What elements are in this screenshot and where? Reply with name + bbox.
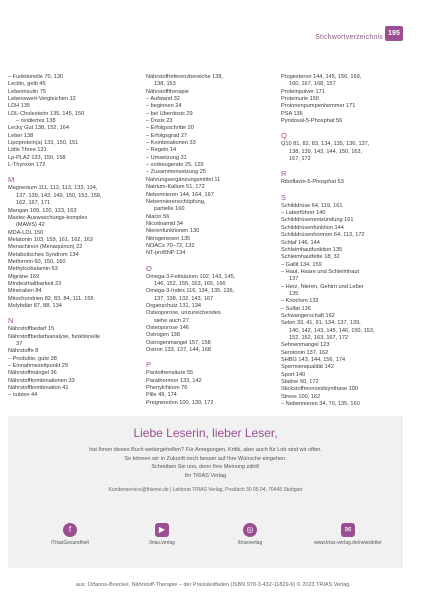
index-entry: Stress 100, 162 xyxy=(281,393,321,400)
index-entry: 160, 167, 168, 157 xyxy=(289,81,336,88)
pinterest-icon: ◎ xyxy=(243,523,257,537)
index-column-3 xyxy=(281,74,413,408)
index-entry: Mangan 109, 120, 123, 163 xyxy=(8,207,77,214)
social-youtube[interactable] xyxy=(116,523,208,546)
running-header-title: Stichwortverzeichnis xyxy=(315,34,383,41)
index-entry: Migräne 169 xyxy=(8,273,40,280)
feedback-line: hat Ihnen dieses Buch weitergeholfen? Für Anregungen, Kritik, aber auch für Lob sind wir offen. xyxy=(89,447,322,453)
index-entry: – Erfolgsschritte 20 xyxy=(146,125,194,132)
index-entry: Schleimhautfunktion 135 xyxy=(281,246,343,253)
index-entry: Niacin 56 xyxy=(146,213,170,220)
index-entry: NT-proBNP 134 xyxy=(146,250,186,257)
index-letter-heading: P xyxy=(146,360,152,370)
index-entry: – oxidiertes 138 xyxy=(16,118,56,125)
index-entry: – Knochen 132 xyxy=(281,298,319,305)
index-entry: Organschutz 131, 134 xyxy=(146,302,202,309)
index-entry: – Herz, Nieren, Gehirn und Leber xyxy=(281,283,364,290)
index-entry: Leber 138 xyxy=(8,132,34,139)
social-pinterest[interactable] xyxy=(204,523,296,546)
index-letter-heading: Q xyxy=(281,131,287,141)
index-entry: Lebenswert-Vergleichen 12 xyxy=(8,96,76,103)
index-entry: Nierenfunktionen 130 xyxy=(146,228,200,235)
index-entry: 152, 162, 163, 167, 172 xyxy=(289,334,349,341)
index-entry: – Gallit 134, 159 xyxy=(281,261,322,268)
index-entry: – Umsetzung 31 xyxy=(146,154,187,161)
feedback-line: So können wir in Zukunft noch besser auf Ihre Wünsche eingehen. xyxy=(124,455,287,462)
index-entry: Progesteron 144, 145, 156, 169, xyxy=(281,74,362,80)
index-entry: Master-Auswaschungs-komplex xyxy=(8,214,88,221)
index-entry: – beginnen 24 xyxy=(146,103,182,110)
index-entry: Schilddrüsenfunktion 144 xyxy=(281,224,344,231)
reader-feedback-box xyxy=(8,416,403,568)
index-entry: Schwangerschaft 162 xyxy=(281,312,335,319)
facebook-icon: f xyxy=(63,523,77,537)
social-newsletter[interactable] xyxy=(298,523,398,546)
index-column-2 xyxy=(146,74,271,407)
index-entry: – Dosis 23 xyxy=(146,118,173,125)
index-entry: Omega-3-Fettsäuren 102, 143, 145, xyxy=(146,273,236,280)
index-entry: Schleimhautfette 18, 32 xyxy=(281,254,340,261)
index-entry: Molybdän 87, 88, 134 xyxy=(8,302,62,309)
index-entry: Melatonin 103, 159, 161, 162, 163 xyxy=(8,236,93,243)
feedback-signature: Ihr TRIAS Verlag xyxy=(184,472,227,479)
index-entry: – vorbeugende 25, 129 xyxy=(146,162,204,169)
index-entry: LDL-Cholesterin 135, 145, 150 xyxy=(8,110,85,117)
index-entry: – Regeln 14 xyxy=(146,147,177,154)
index-entry: Methylcobalamin 63 xyxy=(8,266,58,273)
index-entry: Nährstofftherapie xyxy=(146,88,189,95)
index-entry: Selen 33, 41, 91, 134, 137, 139, xyxy=(281,320,361,327)
index-entry: Spermienqualität 142 xyxy=(281,364,334,371)
index-entry: 137, 139, 143, 149, 150, 153, 158, xyxy=(16,192,102,199)
index-entry: Lecky Gut 138, 152, 164 xyxy=(8,125,69,132)
index-entry: – nutzen 44 xyxy=(8,392,38,399)
index-entry: Nahrungsergänzungsmittel 11 xyxy=(146,176,221,183)
index-entry: Nährstoffbedarf 15 xyxy=(8,326,55,333)
index-letter-heading: R xyxy=(281,169,287,179)
index-entry: Nährstoffbedarfsanalyse, funktionelle xyxy=(8,333,100,340)
index-entry: Sport 140 xyxy=(281,371,306,378)
index-entry: Mineralien 84 xyxy=(8,288,42,295)
index-entry: Statine 60, 172 xyxy=(281,379,319,386)
index-entry: Nährstoffkombinationen 33 xyxy=(8,377,75,384)
index-entry: Nährstoffkombination 41 xyxy=(8,385,69,392)
index-entry: Little Three 131 xyxy=(8,147,47,154)
index-entry: 140, 142, 143, 145, 146, 150, 153, xyxy=(289,327,375,334)
index-entry: Protonenpumpenhemmer 171 xyxy=(281,103,356,110)
index-entry: Lecitin, gelb 45 xyxy=(8,81,46,88)
index-entry: 138, 153 xyxy=(154,81,176,88)
index-entry: Menachinon (Menaquinon) 22 xyxy=(8,244,83,251)
index-entry: Proteinurie 150 xyxy=(281,96,319,103)
index-entry: 138, 139, 143, 144, 150, 163, xyxy=(289,148,363,155)
index-letter-heading: S xyxy=(281,192,287,202)
feedback-title: Liebe Leserin, lieber Leser, xyxy=(133,426,278,440)
index-entry: 162, 167, 171 xyxy=(16,200,51,207)
index-entry: Schilddrüsenentzündung 161 xyxy=(281,217,354,224)
index-entry: LDH 135 xyxy=(8,103,31,110)
index-entry: Nebennierenschöpfung, xyxy=(146,198,206,205)
index-letter-heading: N xyxy=(8,316,14,326)
index-entry: Mitochondrien 82, 83, 84, 111, 155 xyxy=(8,295,94,302)
index-entry: 146, 152, 155, 163, 165, 166 xyxy=(154,280,226,287)
index-entry: Stickstoffmonoxidsynthase 100 xyxy=(281,386,359,393)
index-entry: Lp-PLA2 133, 150, 158 xyxy=(8,154,66,161)
social-label: /trias.verlag xyxy=(149,540,175,546)
index-entry: Pyridoxal-5-Phosphat 56 xyxy=(281,118,343,125)
source-footer: aus: Orfanos-Boeckel, Nährstoff-Therapie – der Praxisleitfaden (ISBN 978-3-432-11829-6) © 2023 TRIAS Verlag xyxy=(75,582,350,588)
index-entry: (MAWS) 42 xyxy=(16,222,45,229)
feedback-line: Schreiben Sie uns, denn Ihre Meinung zählt! xyxy=(151,464,260,470)
index-entry: – Erfolgsgrad 27 xyxy=(146,132,188,139)
index-entry: Natrium-Kalium 51, 172 xyxy=(146,184,205,191)
index-entry: Östrogenmangel 157, 158 xyxy=(146,339,211,346)
social-label: www.trias-verlag.de/newsletter xyxy=(314,540,382,546)
index-entry: partielle 160 xyxy=(154,206,185,213)
index-entry: Q10 81, 82, 83, 134, 135, 136, 137, xyxy=(281,141,370,148)
index-entry: – Einnahmezeitpunkt 29 xyxy=(8,363,69,370)
index-entry: – Haut, Haare und Schleimhaut xyxy=(281,268,360,275)
index-entry: – Funktionelle 70, 130 xyxy=(8,74,64,80)
index-entry: NOACs 70–72, 132 xyxy=(146,242,195,249)
index-entry: – Sulfat 136 xyxy=(281,305,311,312)
index-entry: 135 xyxy=(289,290,299,297)
index-entry: 167, 172 xyxy=(289,156,311,163)
index-entry: Nitrogenesen 135 xyxy=(146,235,191,242)
index-entry: – Nebennieren 34, 70, 135, 160 xyxy=(281,401,360,408)
index-entry: 37 xyxy=(16,341,23,347)
index-entry: Östron 133, 137, 144, 168 xyxy=(146,347,211,354)
index-entry: – Aufwand 32 xyxy=(146,96,180,103)
contact-address: Kundenservice@thieme.de | Lektorat TRIAS Verlag, Postfach 30 05 04, 70445 Stuttgart xyxy=(108,487,303,493)
index-entry: – Laborführer 140 xyxy=(281,210,326,217)
index-entry: Schlaf 146, 144 xyxy=(281,239,320,246)
index-entry: PSA 136 xyxy=(281,110,303,117)
index-entry: SHBG 143, 144, 156, 174 xyxy=(281,357,346,363)
index-entry: Riboflavin-5-Phosphat 53 xyxy=(281,179,344,186)
index-entry: Leberinsulin 75 xyxy=(8,88,46,95)
index-entry: Schilddrüsenhormon 64, 113, 172 xyxy=(281,232,365,239)
index-entry: Metabolisches Syndrom 134 xyxy=(8,251,79,258)
index-entry: Phenylchinon 76 xyxy=(146,385,188,392)
index-entry: Serotonin 137, 162 xyxy=(281,349,329,356)
index-entry: Nährstoffreferenzbereiche 138, xyxy=(146,74,224,80)
mail-icon: ✉ xyxy=(341,523,355,537)
page-number-badge: 195 xyxy=(385,26,403,41)
social-label: /triasverlag xyxy=(237,540,263,546)
index-entry: Magnesium 111, 112, 113, 133, 134, xyxy=(8,185,98,192)
index-entry: siehe auch 27 xyxy=(154,317,189,324)
index-entry: Schilddrüse 64, 119, 161 xyxy=(281,202,343,209)
index-letter-heading: O xyxy=(146,263,152,273)
index-entry: Lipoprotein(a) 133, 150, 151 xyxy=(8,140,79,147)
index-entry: Proteinpulver 171 xyxy=(281,88,325,95)
index-entry: Nährstoffe 8 xyxy=(8,348,39,355)
index-entry: – Kombinationen 33 xyxy=(146,140,196,147)
index-column-1 xyxy=(8,74,136,400)
youtube-icon: ▶ xyxy=(155,523,169,537)
index-entry: Sehnenmangel 123 xyxy=(281,342,330,349)
index-entry: Metformin 60, 150, 160 xyxy=(8,258,66,265)
index-entry: – Produkte, gute 38 xyxy=(8,355,57,362)
index-entry: MDA-LDL 150 xyxy=(8,229,44,236)
social-label: /TriasGesundheit xyxy=(51,540,89,546)
index-entry: Mindesthaltbarkeit 23 xyxy=(8,280,62,287)
index-entry: 137 xyxy=(289,276,299,283)
index-entry: Pille 49, 174 xyxy=(146,392,177,399)
index-entry: Nicotinamid 34 xyxy=(146,220,183,227)
social-facebook[interactable] xyxy=(24,523,116,546)
index-letter-heading: M xyxy=(8,175,15,185)
index-entry: Nährstoffmängel 36 xyxy=(8,370,57,377)
index-entry: Pantothensäure 55 xyxy=(146,370,194,377)
index-entry: – Zusammensetzung 25 xyxy=(146,169,207,176)
index-entry: – bei Überdosis 29 xyxy=(146,110,193,117)
index-entry: L-Thyroxin 172 xyxy=(8,162,46,169)
index-entry: Omega-3-Index 116, 134, 135, 136, xyxy=(146,288,235,295)
index-entry: Parathormon 133, 142 xyxy=(146,377,202,384)
index-entry: Osteoporose, unzureichendes xyxy=(146,310,221,317)
index-entry: 137, 138, 132, 143, 167 xyxy=(154,295,214,302)
index-entry: Osteoporose 146 xyxy=(146,325,189,331)
index-entry: Nebennieren 144, 164, 167 xyxy=(146,191,214,198)
index-entry: Östrogen 138 xyxy=(146,332,180,339)
index-entry: Pregnenolon 100, 139, 172 xyxy=(146,399,214,406)
